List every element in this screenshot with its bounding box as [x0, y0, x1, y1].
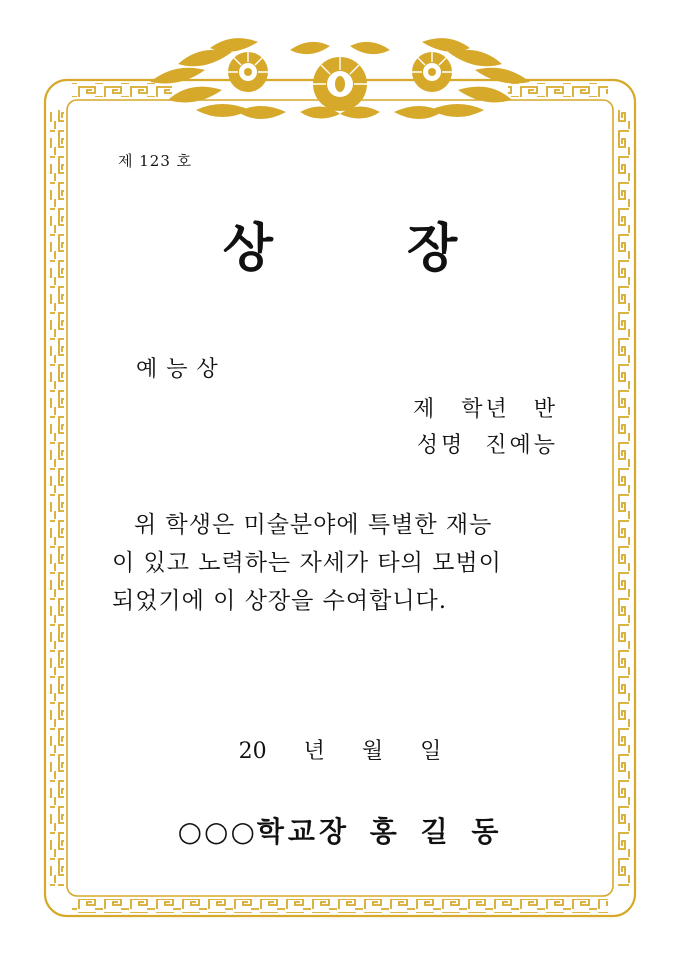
citation-line-1: 위 학생은 미술분야에 특별한 재능 [134, 512, 493, 538]
school-name-placeholder: ○○○ [177, 815, 257, 848]
border-top-right [508, 83, 608, 97]
citation-text [112, 506, 562, 620]
award-date: 20 년 월 일 [238, 739, 442, 764]
recipient-name-line: 성명 진예능 [416, 433, 558, 458]
border-bottom [72, 899, 608, 913]
citation-line-3: 되었기에 이 상장을 수여합니다. [112, 588, 448, 614]
border-top-left [72, 83, 172, 97]
certificate-number: 제 123 호 [118, 152, 193, 170]
grade-class-line: 제 학년 반 [413, 397, 558, 422]
issuer-signature-line [0, 810, 680, 850]
award-name: 예능상 [136, 357, 227, 382]
top-ornament [150, 38, 530, 119]
issuer-name: 홍 길 동 [369, 815, 503, 848]
issuer-title: 학교장 [256, 815, 351, 848]
certificate-title: 상 장 [222, 218, 516, 279]
citation-line-2: 이 있고 노력하는 자세가 타의 모범이 [112, 550, 502, 576]
